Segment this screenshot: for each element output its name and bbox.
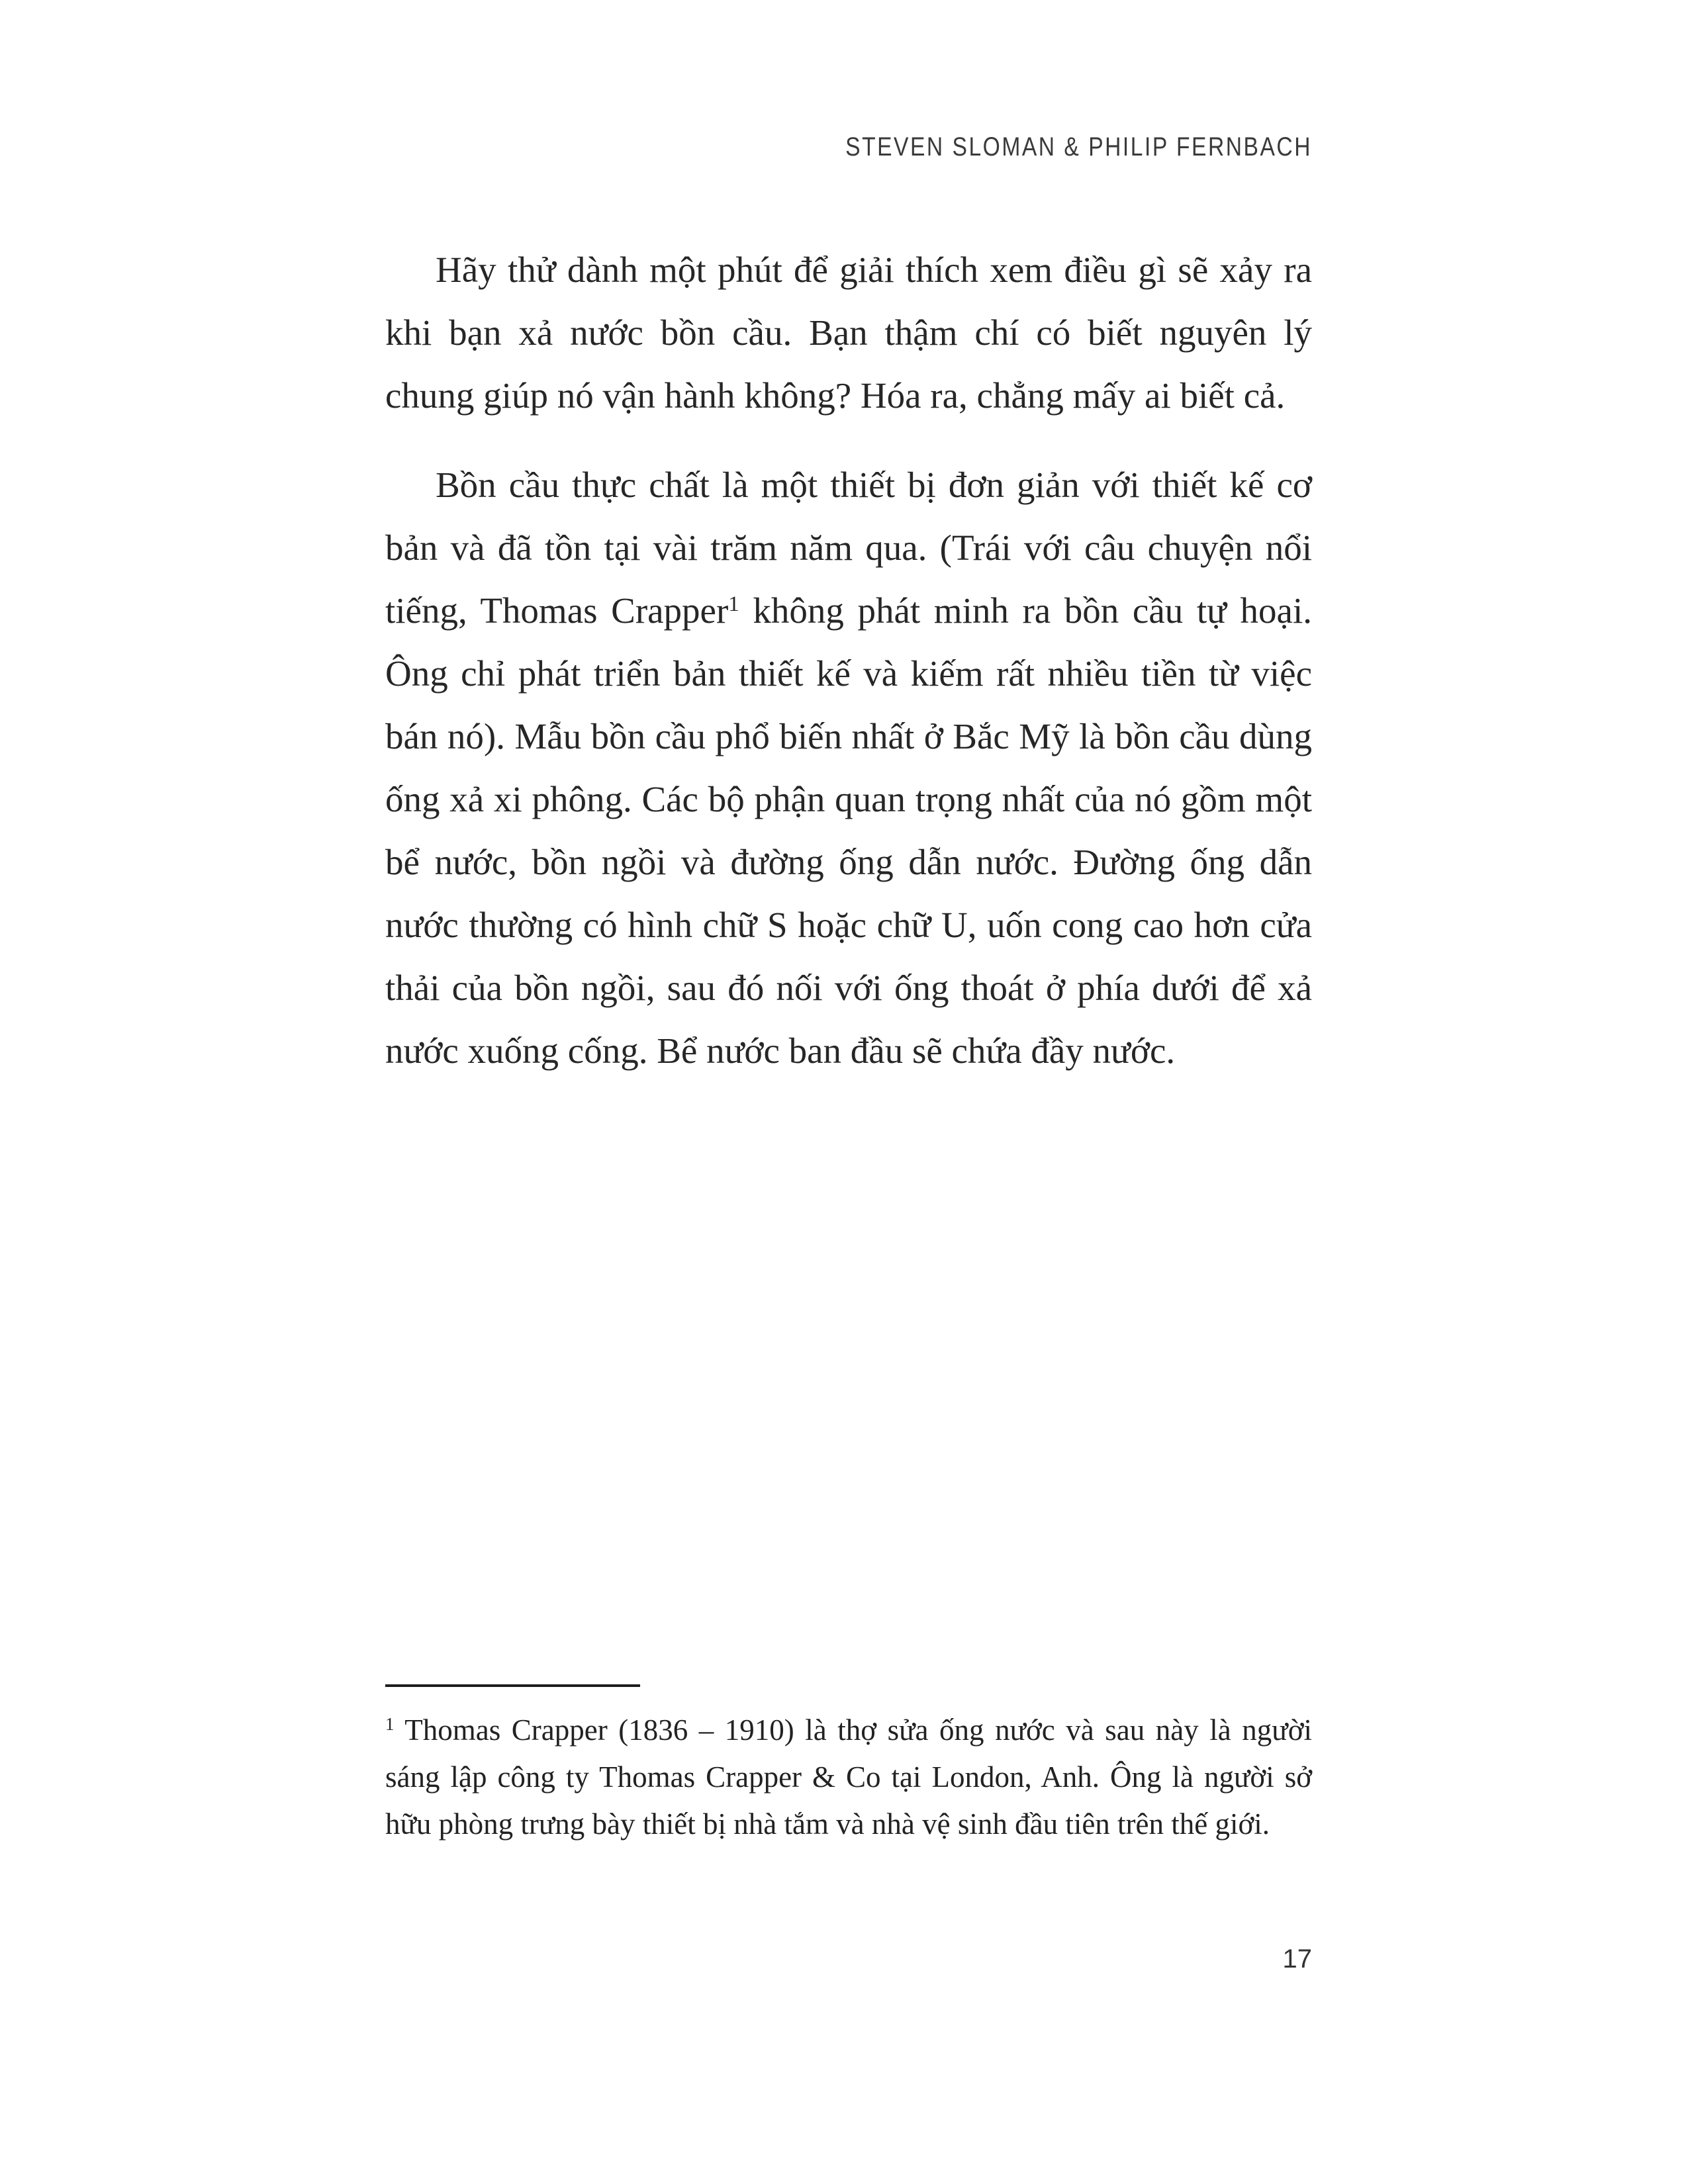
- body-text: [385, 238, 1312, 1109]
- footnote-separator-rule: [385, 1684, 640, 1687]
- paragraph-1: Hãy thử dành một phút để giải thích xem điều gì sẽ xảy ra khi bạn xả nước bồn cầu. Bạn thậm chí có biết nguyên lý chung giúp nó vận hành không? Hóa ra, chẳng mấy ai biết cả.: [385, 250, 1312, 416]
- paragraph-2-text-pre: Bồn cầu thực chất là một thiết bị đơn giản với thiết kế cơ bản và đã tồn tại vài trăm năm qua. (Trái với câu chuyện nổi tiếng, Thomas Crapper: [385, 465, 1312, 631]
- footnote-block: [385, 1684, 1312, 1848]
- paragraph-2: [385, 453, 1312, 1082]
- footnote-body: Thomas Crapper (1836 – 1910) là thợ sửa ống nước và sau này là người sáng lập công ty Thomas Crapper & Co tại London, Anh. Ông là người sở hữu phòng trưng bày thiết bị nhà tắm và nhà vệ sinh đầu tiên trên thế giới.: [385, 1713, 1312, 1841]
- footnote-text: [385, 1707, 1312, 1848]
- running-header: STEVEN SLOMAN & PHILIP FERNBACH: [845, 132, 1312, 161]
- page-number: 17: [1282, 1944, 1312, 1974]
- footnote-reference-marker: 1: [728, 592, 739, 616]
- footnote-marker: 1: [385, 1714, 395, 1735]
- paragraph-2-text-post: không phát minh ra bồn cầu tự hoại. Ông chỉ phát triển bản thiết kế và kiếm rất nhiều tiền từ việc bán nó). Mẫu bồn cầu phổ biến nhất ở Bắc Mỹ là bồn cầu dùng ống xả xi phông. Các bộ phận quan trọng nhất của nó gồm một bể nước, bồn ngồi và đường ống dẫn nước. Đường ống dẫn nước thường có hình chữ S hoặc chữ U, uốn cong cao hơn cửa thải của bồn ngồi, sau đó nối với ống thoát ở phía dưới để xả nước xuống cống. Bể nước ban đầu sẽ chứa đầy nước.: [385, 590, 1312, 1071]
